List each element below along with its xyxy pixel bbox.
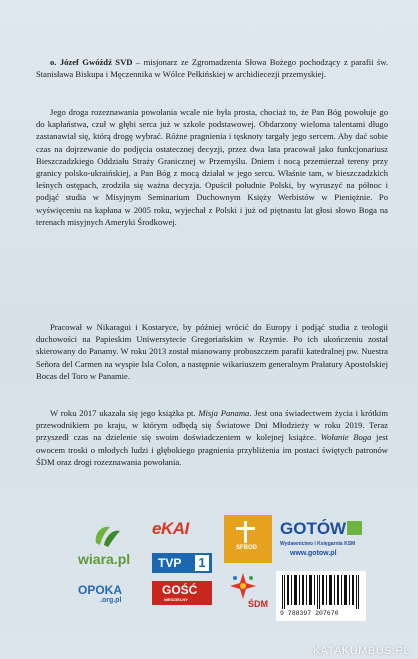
books-text-e: jest owocem troski o młodych ludzi i głębokiego pragnienia przybliżenia im postaci świętych patronów ŚDM oraz drogi rozeznawania powołania. xyxy=(36,432,388,467)
gotow-url: www.gotow.pl xyxy=(290,550,337,557)
books-text-a: W roku 2017 ukazała się jego książka pt. xyxy=(50,408,199,418)
opoka-logo xyxy=(78,581,138,617)
tvp-label: TVP xyxy=(158,556,182,570)
books-text-c: . Jest ona świadectwem życia i krótkim przewodnikiem po kraju, w którym odbędą się Światowe Dni Młodzieży w roku 2019. Teraz przyszedł czas na dzielenie się swoim doświadczeniem w kolejnej książce. xyxy=(36,408,389,443)
gotow-subtitle: Wydawnictwo i Księgarnia KSM xyxy=(280,541,356,547)
sfbod-label: SFBOD xyxy=(236,545,257,551)
wiara-label: wiara.pl xyxy=(78,551,131,567)
book-title-wolanie: Wołanie Boga xyxy=(320,432,372,443)
sdm-logo xyxy=(224,573,274,619)
gosc-subtitle: NIEDZIELNY xyxy=(164,597,188,602)
description-text xyxy=(36,56,388,90)
tvp1-logo xyxy=(152,553,212,573)
description-text-3 xyxy=(36,321,388,392)
barcode-icon xyxy=(282,575,360,609)
wiara-logo xyxy=(70,523,140,569)
wiara-leaf-icon xyxy=(92,523,122,549)
ksm-badge-icon xyxy=(347,521,362,535)
books-paragraph xyxy=(36,407,388,468)
sdm-cross-icon xyxy=(230,573,256,599)
watermark: KATAKUMBUS.PL xyxy=(312,645,410,657)
isbn-number: 9 788397 207670 xyxy=(280,610,339,617)
opoka-label: OPOKA xyxy=(78,583,123,597)
author-bio: – misjonarz ze Zgromadzenia Słowa Bożego pochodzący z parafii św. Stanisława Biskupa i Męczennika w Wólce Pełkińskiej w archidiecezji przemyskiej. xyxy=(36,57,388,80)
ekai-logo xyxy=(152,519,212,539)
tvp-number: 1 xyxy=(195,555,209,571)
vocation-paragraph: Jego droga rozeznawania powołania wcale nie była prosta, chociaż to, że Pan Bóg powołuje go do kapłaństwa, czuł w głębi serca już w szkole podstawowej. Obdarzony wieloma talentami długo zastanawiał się, którą drogę wybrać. Różne pragnienia i tęsknoty targały jego sercem. Aby dać sobie czas na dojrzewanie do podjęcia ostatecznej decyzji, przez dwa lata pracował jako funkcjonariusz Bieszczadzkiego Oddziału Straży Granicznej w Przemyślu. Dniem i nocą przemierzał tereny przy granicy polsko-ukraińskiej, a Pan Bóg z mocą działał w jego sercu. Właśnie tam, w bieszczadzkich leśnych ostępach, zrodziła się ważna decyzja. Opuścił południe Polski, by wyruszyć na północ i podjąć studia w Misyjnym Seminarium Duchownym Księży Werbistów w Pieniężnie. Po wyświęceniu na kapłana w 2005 roku, wyjechał z Polski i już od piętnastu lat głosi słowo Boga na terenach misyjnych Ameryki Środkowej. xyxy=(36,107,388,227)
mission-paragraph: Pracował w Nikaragui i Kostaryce, by później wrócić do Europy i podjąć studia z teologii duchowości na Papieskim Uniwersytecie Gregoriańskim w Rzymie. Po ich ukończeniu został skierowany do Panamy. W roku 2013 został mianowany proboszczem parafii katedralnej pw. Nuestra Señora del Carmen na wyspie Isla Colon, a następnie wikariuszem generalnym Prałatury Apostolskiej Bocas del Toro w Panamie. xyxy=(36,322,388,381)
author-name: o. Józef Gwóźdź SVD xyxy=(50,57,133,67)
gotow-logo xyxy=(280,519,370,565)
gosc-label: GOŚĆ xyxy=(162,583,198,597)
gotow-label: GOTÓW xyxy=(280,519,347,538)
cross-icon xyxy=(244,521,247,543)
description-text-4 xyxy=(36,407,388,478)
isbn-barcode xyxy=(276,571,366,621)
book-title-misja: Misja Panama xyxy=(198,408,250,418)
sdm-label: ŚDM xyxy=(248,599,268,609)
opoka-domain: .org.pl xyxy=(100,597,122,604)
ekai-label: eKAI xyxy=(152,519,189,538)
sfbod-logo xyxy=(224,515,272,563)
gosc-niedzielny-logo xyxy=(152,581,212,605)
description-text-2 xyxy=(36,106,388,238)
partner-logos xyxy=(70,515,370,625)
author-paragraph xyxy=(36,56,388,80)
